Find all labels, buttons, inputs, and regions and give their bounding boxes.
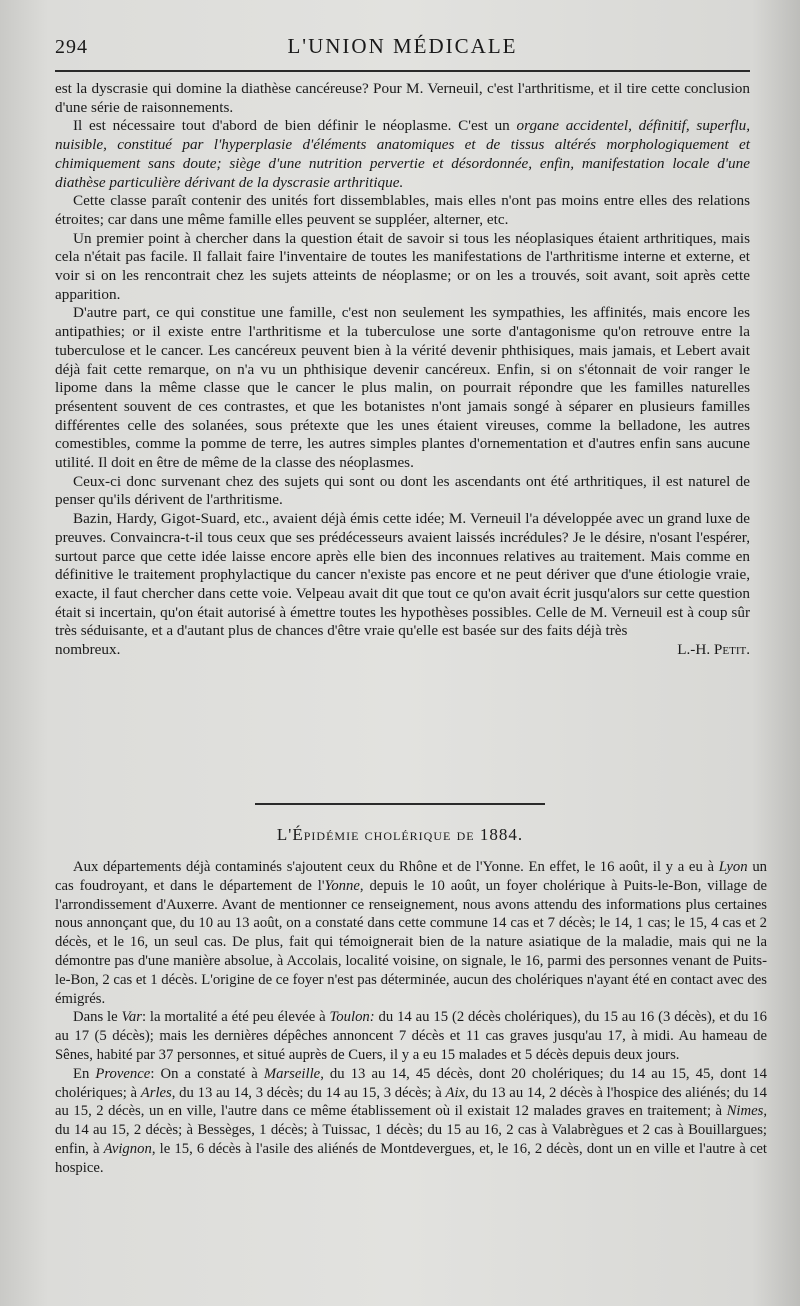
- paragraph: Bazin, Hardy, Gigot-Suard, etc., avaient déjà émis cette idée; M. Verneuil l'a développée avec un grand luxe de preuves. Convaincra-t-il tous ceux que ses prédécesseurs avaient laissés incrédules? Je le désire, n'osant l'espérer, surtout parce que cette idée laisse encore après elle bien des inconnues relatives au traitement. Mais comme en définitive le traitement prophylactique du cancer n'existe pas encore et ne peut dériver que d'une étiologie vraie, exacte, il faut chercher dans cette voie. Velpeau avait dit que tout ce qu'on avait écrit jusqu'alors sur cette question était si incertain, qu'on était autorisé à émettre toutes les hypothèses possibles. Celle de M. Verneuil est à coup sûr très séduisante, et a d'autant plus de chances d'être vraie qu'elle est basée sur des faits déjà très: [55, 510, 750, 640]
- text-run: Dans le: [73, 1009, 122, 1026]
- paragraph: D'autre part, ce qui constitue une famille, c'est non seulement les sympathies, les affinités, mais encore les antipathies; or il existe entre l'arthritisme et la tuberculose une sorte d'antagonisme qu'on retrouve entre la tuberculose et le cancer. Les cancéreux peuvent bien à la vérité devenir phthisiques, mais jamais, et Lebert avait déjà fait cette remarque, on n'a vu un phthisique devenir cancéreux. Enfin, si on s'étonnait de voir ranger le lipome dans la même classe que le cancer le plus malin, on pourrait répondre que les familles naturelles présentent souvent de ces contrastes, et que les botanistes n'ont jamais songé à séparer en plusieurs familles différentes celle des solanées, sous prétexte que les unes étaient vireuses, comme la belladone, les autres comestibles, comme la pomme de terre, les autres simples plantes d'ornementation et d'autres enfin sans aucune utilité. Il doit en être de même de la classe des néoplasmes.: [55, 304, 750, 472]
- running-title: L'UNION MÉDICALE: [287, 34, 518, 58]
- page-header: [55, 30, 750, 70]
- text-run: , du 14 au 15, 2 décès; à Bessèges, 1 décès; à Tuissac, 1 décès; du 15 au 16, 2 cas à Valabrègues et 2 cas à Bouillargues; enfin, à: [55, 1103, 767, 1157]
- text-run: : la mortalité a été peu élevée à: [141, 1009, 330, 1026]
- italic-place-name: Avignon: [103, 1140, 152, 1157]
- text-run: , du 13 au 14, 2 décès à l'hospice des aliénés; du 14 au 15, 2 décès, un en ville, l'autre dans ce même établissement où il existait 12 malades graves en traitement; à: [55, 1084, 767, 1120]
- italic-place-name: Lyon: [718, 859, 748, 875]
- page-number: 294: [55, 36, 88, 58]
- italic-place-name: Aix: [445, 1084, 466, 1101]
- text-run: Aux départements déjà contaminés s'ajoutent ceux du Rhône et de l'Yonne. En effet, le 16 août, il y a eu à: [73, 859, 719, 875]
- author-signature: L.-H. Petit.: [677, 641, 750, 659]
- paragraph: [55, 858, 767, 1008]
- text-run: , le 15, 6 décès à l'asile des aliénés de Montdevergues, et, le 16, 2 décès, dont un en ville et l'autre à cet hospice.: [55, 1140, 767, 1176]
- header-rule: [55, 70, 750, 72]
- text-run: , du 13 au 14, 45 décès, dont 20 cholériques; du 14 au 15, 45, dont 14 cholériques; à: [55, 1065, 767, 1101]
- article-verneuil: [55, 80, 750, 660]
- italic-place-name: Toulon:: [329, 1009, 375, 1026]
- paragraph: [55, 1065, 767, 1178]
- paragraph: Un premier point à chercher dans la question était de savoir si tous les néoplasiques étaient arthritiques, mais cela n'était pas facile. Il fallait faire l'inventaire de toutes les manifestations de l'arthritisme interne et externe, et voir si on les rencontrait chez les sujets atteints de néoplasme; or on les a trouvés, soit avant, soit après cette apparition.: [55, 229, 750, 303]
- italic-place-name: Nimes: [726, 1103, 764, 1120]
- italic-place-name: Provence: [95, 1065, 151, 1082]
- italic-place-name: Yonne: [324, 877, 360, 894]
- italic-definition: organe accidentel, définitif, superflu, nuisible, constitué par l'hyperplasie d'éléments anatomiques et de tissus altérés morphologiquement et chimiquement sans doute; siège d'une nutrition pervertie et désordonnée, enfin, manifestation locale d'une diathèse particulière dérivant de la dyscrasie arthritique.: [55, 117, 750, 191]
- italic-place-name: Marseille: [263, 1065, 321, 1082]
- article-cholera: [55, 858, 767, 1178]
- italic-place-name: Arles: [140, 1084, 172, 1101]
- title-year: 1884.: [474, 825, 524, 844]
- paragraph: [55, 1008, 767, 1064]
- text-run: un cas foudroyant, et dans le département de l': [55, 859, 768, 894]
- title-main: Épidémie cholérique de: [292, 825, 475, 844]
- paragraph-lead: Il est nécessaire tout d'abord de bien définir le néoplasme. C'est un: [73, 117, 517, 135]
- section-title: [0, 825, 800, 845]
- text-run: : On a constaté à: [150, 1065, 264, 1082]
- text-run: , depuis le 10 août, un foyer cholérique à Puits-le-Bon, village de l'arrondissement d'Auxerre. Avant de mentionner ce renseignement, nous avons attendu des informations plus certaines nous annonçant que, du 10 au 13 août, on a constaté dans cette commune 14 cas et 7 décès; le 14, 1 cas; le 15, 4 cas et 2 décès, et le 16, un seul cas. De plus, fait qui témoignerait bien de la nature asiatique de la maladie, mais qui ne la démontre pas d'une manière absolue, à Accolais, localité voisine, on signale, le 16, parmi des personnes venant de Puits-le-Bon, 2 cas et 1 décès. L'origine de ce foyer n'est pas déterminée, aucun des cholériques n'ayant été en contact avec des émigrés.: [55, 877, 768, 1007]
- paragraph: [55, 117, 750, 192]
- last-line: nombreux.: [55, 641, 121, 659]
- section-divider: [255, 803, 545, 805]
- text-run: du 14 au 15 (2 décès cholériques), du 15 au 16 (3 décès), et du 16 au 17 (5 décès); mais les dernières dépêches annoncent 7 décès et 11 cas graves jusqu'au 17, à midi. Au hameau de Sênes, habité par 37 personnes, et situé auprès de Cuers, il y a eu 15 malades et 5 décès depuis deux jours.: [55, 1009, 767, 1063]
- italic-place-name: Var: [121, 1009, 142, 1026]
- title-prefix: L': [276, 825, 293, 844]
- signature-line: [55, 641, 750, 660]
- paragraph: Cette classe paraît contenir des unités fort dissemblables, mais elles n'ont pas moins entre elles des relations étroites; car dans une même famille elles peuvent se suppléer, alterner, etc.: [55, 192, 750, 228]
- text-run: , du 13 au 14, 3 décès; du 14 au 15, 3 décès; à: [171, 1084, 446, 1101]
- text-run: En: [73, 1065, 96, 1082]
- paragraph: est la dyscrasie qui domine la diathèse cancéreuse? Pour M. Verneuil, c'est l'arthritisme, et il tire cette conclusion d'une série de raisonnements.: [55, 80, 750, 116]
- paragraph: Ceux-ci donc survenant chez des sujets qui sont ou dont les ascendants ont été arthritiques, il est naturel de penser qu'ils dérivent de l'arthritisme.: [55, 472, 750, 509]
